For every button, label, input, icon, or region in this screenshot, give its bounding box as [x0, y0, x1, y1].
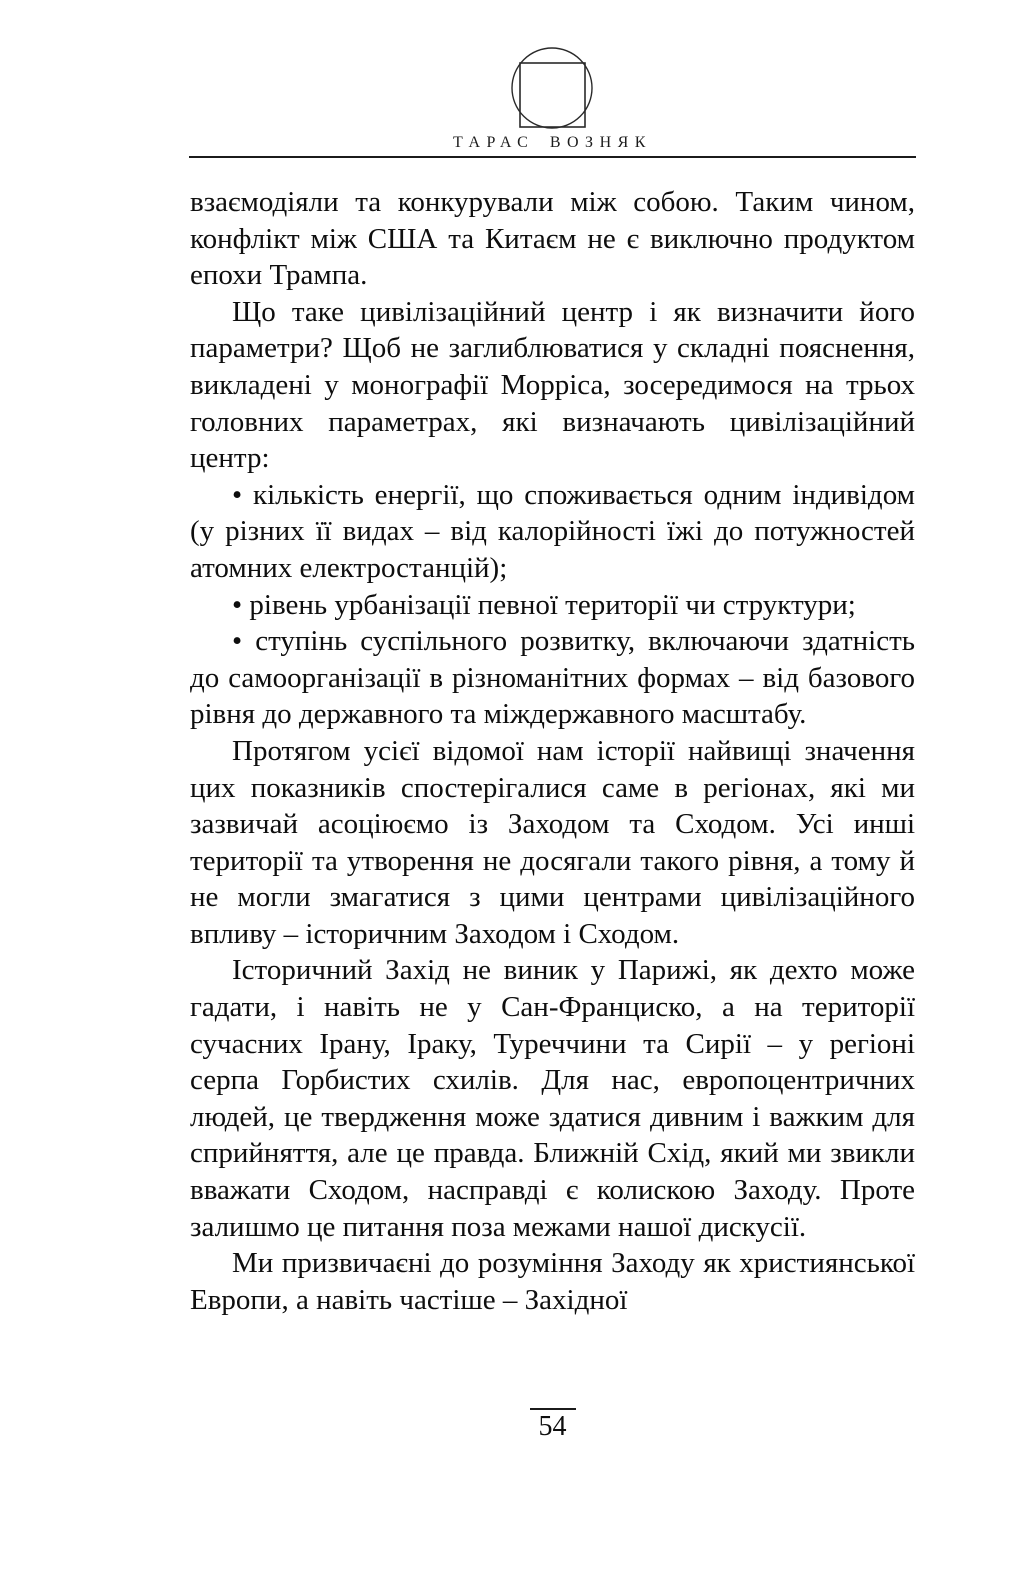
running-header-author: ТАРАС ВОЗНЯК — [453, 134, 652, 151]
paragraph: Протягом усієї відомої нам історії найвищі значення цих показників спостерігалися саме в регіонах, які ми зазвичай асоціюємо із Заходом та Сходом. Усі инші території та утворення не досягали такого рівня, а тому й не могли змагатися з цими центрами цивілізаційного впливу – історичним Заходом і Сходом. — [190, 734, 915, 950]
page-footer — [190, 1408, 915, 1443]
paragraph: Що таке цивілізаційний центр і як визначити його параметри? Щоб не заглиблюватися у складні пояснення, викладені у монографії Морріса, зосередимося на трьох головних параметрах, які визначають цивілізаційний центр: — [190, 295, 915, 475]
page-number: 54 — [530, 1408, 576, 1443]
paragraph: взаємодіяли та конкурували між собою. Таким чином, конфлікт між США та Китаєм не є виключно продуктом епохи Трампа. — [190, 186, 915, 292]
publisher-logo-icon — [510, 47, 594, 130]
bullet-paragraph: • ступінь суспільного розвитку, включаючи здатність до самоорганізації в різноманітних формах – від базового рівня до державного та міждержавного масштабу. — [190, 625, 915, 731]
paragraph: Ми призвичаєні до розуміння Заходу як християнської Европи, а навіть частіше – Західної — [190, 1247, 915, 1316]
body-text — [190, 184, 915, 1318]
bullet-paragraph: • рівень урбанізації певної території чи структури; — [232, 588, 856, 621]
header-rule — [189, 156, 916, 158]
paragraph: Історичний Захід не виник у Парижі, як дехто може гадати, і навіть не у Сан-Франциско, а на території сучасних Ірану, Іраку, Туреччини та Сирії – у регіоні серпа Горбистих схилів. Для нас, европоцентричних людей, це твердження може здатися дивним і важким для сприйняття, але це правда. Ближній Схід, який ми звикли вважати Сходом, насправді є колискою Заходу. Проте залишмо це питання поза межами нашої дискусії. — [190, 954, 915, 1243]
bullet-paragraph: • кількість енергії, що споживається одним індивідом (у різних її видах – від калорійності їжі до потужностей атомних електростанцій); — [190, 478, 915, 584]
